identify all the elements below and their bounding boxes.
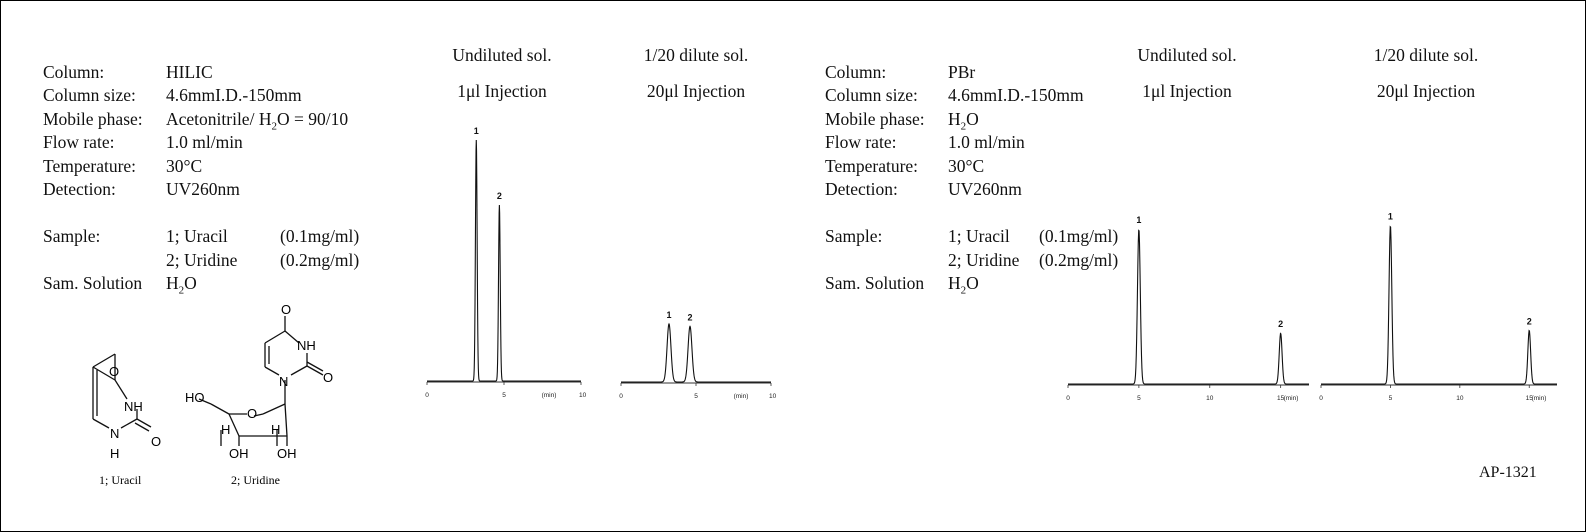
pbr_diluted-unit-label: (min) bbox=[1531, 395, 1547, 402]
uracil-o-right: O bbox=[151, 434, 162, 449]
pbr_diluted-tick-label: 10 bbox=[1456, 395, 1464, 402]
uracil-o-top: O bbox=[109, 364, 120, 379]
hilic_undiluted-tick-label: 0 bbox=[425, 392, 429, 399]
column-label: Column: bbox=[43, 62, 105, 82]
sample-2: 2; Uridine bbox=[166, 249, 238, 270]
sample-label: Sample: bbox=[43, 226, 101, 247]
pbr_undiluted-tick-label: 10 bbox=[1206, 395, 1214, 402]
sam-solution-label: Sam. Solution bbox=[43, 273, 143, 294]
sam-solution-label: Sam. Solution bbox=[825, 273, 925, 294]
sam-solution-value: $H_2O$ bbox=[166, 273, 197, 297]
hilic-undiluted-injection: 1μl Injection bbox=[457, 81, 547, 101]
hilic_diluted-tick-label: 10 bbox=[769, 393, 777, 400]
detection-value: UV260nm bbox=[166, 178, 240, 199]
temperature-label: Temperature: bbox=[43, 155, 137, 176]
uridine-o-right: O bbox=[323, 370, 334, 385]
pbr_undiluted-tick-label: 15 bbox=[1277, 395, 1285, 402]
sam-solution-value: $H_2O$ bbox=[948, 273, 979, 297]
hilic_diluted-tick-label: 0 bbox=[619, 393, 623, 400]
mobile-phase-value: $H_2O$ bbox=[948, 108, 979, 133]
temperature-value: 30°C bbox=[166, 155, 203, 176]
temperature-label: Temperature: bbox=[825, 155, 919, 176]
sample-1-conc: (0.1mg/ml) bbox=[1039, 226, 1119, 247]
flow-rate-value: 1.0 ml/min bbox=[166, 132, 243, 153]
sample-2-conc: (0.2mg/ml) bbox=[1039, 249, 1119, 270]
column-value: HILIC bbox=[166, 62, 213, 82]
pbr_diluted-tick-label: 15 bbox=[1525, 395, 1533, 402]
hilic_diluted-tick-label: 5 bbox=[694, 393, 698, 400]
column-value: PBr bbox=[948, 62, 976, 82]
mobile-phase-label: Mobile phase: bbox=[43, 108, 143, 129]
pbr_diluted-tick-label: 5 bbox=[1388, 395, 1393, 402]
uridine-ring-o: O bbox=[247, 406, 258, 421]
pbr_diluted-peak-label: 2 bbox=[1526, 316, 1532, 327]
pbr_undiluted-trace bbox=[1068, 230, 1309, 384]
sample-1-conc: (0.1mg/ml) bbox=[280, 226, 360, 247]
pbr_diluted-trace bbox=[1321, 227, 1557, 384]
uridine-ho: HO bbox=[185, 390, 205, 405]
uracil-structure bbox=[93, 354, 151, 431]
hilic_undiluted-peak-label: 1 bbox=[473, 126, 479, 136]
sample-2: 2; Uridine bbox=[948, 249, 1020, 270]
hilic_diluted-peak-label: 2 bbox=[687, 312, 693, 323]
pbr_undiluted-peak-label: 1 bbox=[1136, 215, 1142, 226]
uridine-structure bbox=[199, 316, 323, 446]
flow-rate-label: Flow rate: bbox=[825, 132, 897, 153]
mobile-phase-label: Mobile phase: bbox=[825, 108, 925, 129]
mobile-phase-value: Acetonitrile/ $H_2O = 90/10$ bbox=[166, 108, 349, 133]
pbr_undiluted-tick-label: 5 bbox=[1137, 395, 1141, 402]
column-label: Column: bbox=[825, 62, 887, 82]
pbr-diluted-title: 1/20 dilute sol. bbox=[1373, 45, 1479, 65]
hilic_undiluted-tick-label: 5 bbox=[502, 392, 506, 399]
column-size-label: Column size: bbox=[43, 85, 136, 106]
hilic_diluted-unit-label: (min) bbox=[733, 393, 749, 400]
detection-label: Detection: bbox=[825, 178, 898, 199]
hilic-undiluted-title: Undiluted sol. bbox=[452, 45, 552, 65]
uracil-h: H bbox=[110, 446, 120, 461]
pbr_undiluted-peak-label: 2 bbox=[1278, 319, 1284, 330]
temperature-value: 30°C bbox=[948, 155, 985, 176]
uridine-h-right: H bbox=[271, 422, 281, 437]
detection-value: UV260nm bbox=[948, 178, 1022, 199]
pbr-diluted-injection: 20μl Injection bbox=[1376, 81, 1476, 101]
column-size-label: Column size: bbox=[825, 85, 918, 106]
column-size-value: 4.6mmI.D.-150mm bbox=[166, 85, 302, 106]
sample-label: Sample: bbox=[825, 226, 883, 247]
document-code: AP-1321 bbox=[1479, 464, 1537, 481]
hilic_diluted-peak-label: 1 bbox=[666, 309, 672, 320]
hilic_undiluted-peak-label: 2 bbox=[496, 191, 502, 202]
pbr-undiluted-injection: 1μl Injection bbox=[1142, 81, 1232, 101]
pbr_undiluted-tick-label: 0 bbox=[1066, 395, 1070, 402]
sample-1: 1; Uracil bbox=[166, 226, 228, 247]
hilic_undiluted-trace bbox=[427, 140, 581, 381]
hilic_undiluted-unit-label: (min) bbox=[541, 392, 557, 399]
uridine-oh-left: OH bbox=[229, 446, 249, 461]
hilic-diluted-injection: 20μl Injection bbox=[646, 81, 746, 101]
uridine-o-top: O bbox=[281, 302, 292, 317]
column-size-value: 4.6mmI.D.-150mm bbox=[948, 85, 1084, 106]
sample-1: 1; Uracil bbox=[948, 226, 1010, 247]
uridine-nh: NH bbox=[297, 338, 316, 353]
pbr_diluted-peak-label: 1 bbox=[1387, 211, 1393, 222]
pbr_diluted-tick-label: 0 bbox=[1319, 395, 1323, 402]
detection-label: Detection: bbox=[43, 178, 116, 199]
uracil-nh: NH bbox=[124, 399, 143, 414]
chemical-structures bbox=[71, 296, 391, 506]
hilic_undiluted-tick-label: 10 bbox=[579, 392, 587, 399]
uridine-n: N bbox=[279, 374, 289, 389]
pbr-undiluted-title: Undiluted sol. bbox=[1137, 45, 1237, 65]
flow-rate-label: Flow rate: bbox=[43, 132, 115, 153]
uracil-caption: 1; Uracil bbox=[99, 473, 142, 487]
pbr_undiluted-unit-label: (min) bbox=[1283, 395, 1299, 402]
hilic_diluted-trace bbox=[621, 324, 771, 382]
uridine-caption: 2; Uridine bbox=[231, 473, 280, 487]
flow-rate-value: 1.0 ml/min bbox=[948, 132, 1025, 153]
hilic-diluted-title: 1/20 dilute sol. bbox=[643, 45, 749, 65]
uridine-h-left: H bbox=[221, 422, 231, 437]
uracil-n: N bbox=[110, 426, 120, 441]
sample-2-conc: (0.2mg/ml) bbox=[280, 249, 360, 270]
uridine-oh-right: OH bbox=[277, 446, 297, 461]
